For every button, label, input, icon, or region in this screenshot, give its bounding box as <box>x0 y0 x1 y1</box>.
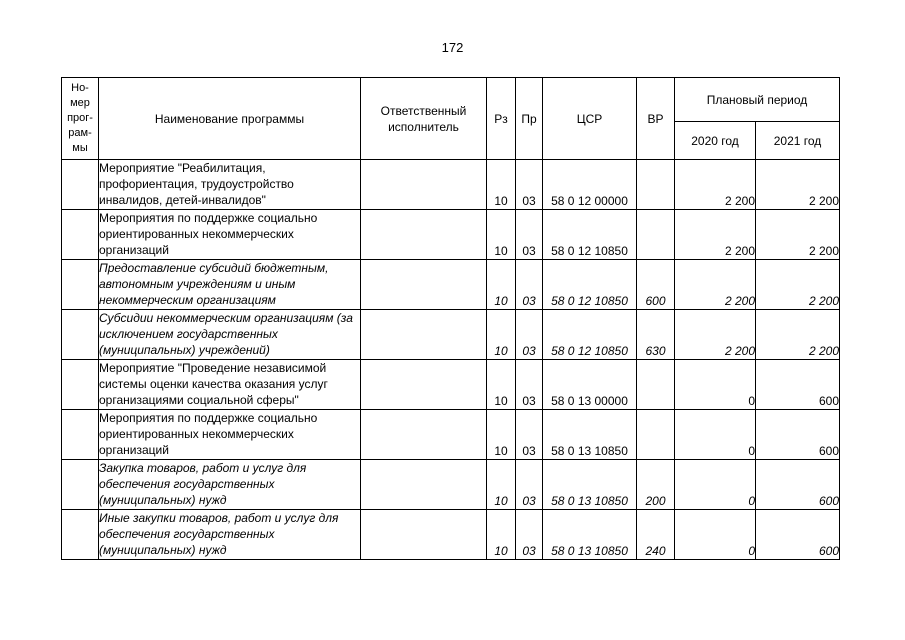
vr-cell: 630 <box>637 310 675 360</box>
program-number-label: Но- мер прог- рам- мы <box>67 82 93 154</box>
program-name-label: Наименование программы <box>154 111 305 126</box>
executor-cell <box>361 210 487 260</box>
csr-cell: 58 0 13 10850 <box>543 460 637 510</box>
csr-cell: 58 0 12 10850 <box>543 210 637 260</box>
vr-cell <box>637 360 675 410</box>
program-number-cell <box>62 510 99 560</box>
vr-cell: 200 <box>637 460 675 510</box>
col-header-2021 <box>756 122 840 160</box>
program-name-cell: Предоставление субсидий бюджетным, автономным учреждениям и иным некоммерческим организациям <box>99 260 361 310</box>
amount-2021-cell: 2 200 <box>756 210 840 260</box>
pr-cell: 03 <box>516 460 543 510</box>
amount-2021-cell: 600 <box>756 460 840 510</box>
rz-label: Рз <box>494 111 508 126</box>
program-number-cell <box>62 460 99 510</box>
col-header-rz <box>487 78 516 160</box>
col-header-csr <box>543 78 637 160</box>
csr-cell: 58 0 13 10850 <box>543 510 637 560</box>
rz-cell: 10 <box>487 210 516 260</box>
pr-cell: 03 <box>516 360 543 410</box>
program-name-cell: Субсидии некоммерческим организациям (за исключением государственных (муниципальных) учреждений) <box>99 310 361 360</box>
year-2020-label: 2020 год <box>691 133 739 148</box>
pr-label: Пр <box>521 111 537 126</box>
pr-cell: 03 <box>516 210 543 260</box>
program-name-cell: Мероприятие "Реабилитация, профориентация, трудоустройство инвалидов, детей-инвалидов" <box>99 160 361 210</box>
col-header-program-number <box>62 78 99 160</box>
table-row <box>62 460 840 510</box>
rz-cell: 10 <box>487 460 516 510</box>
amount-2020-cell: 2 200 <box>675 310 756 360</box>
amount-2020-cell: 2 200 <box>675 160 756 210</box>
table-row <box>62 160 840 210</box>
executor-cell <box>361 360 487 410</box>
amount-2021-cell: 2 200 <box>756 310 840 360</box>
program-name-cell: Иные закупки товаров, работ и услуг для обеспечения государственных (муниципальных) нужд <box>99 510 361 560</box>
executor-cell <box>361 260 487 310</box>
amount-2021-cell: 2 200 <box>756 260 840 310</box>
pr-cell: 03 <box>516 310 543 360</box>
amount-2020-cell: 0 <box>675 360 756 410</box>
planned-period-label: Плановый период <box>706 92 808 107</box>
pr-cell: 03 <box>516 410 543 460</box>
col-header-vr <box>637 78 675 160</box>
csr-cell: 58 0 12 00000 <box>543 160 637 210</box>
csr-label: ЦСР <box>576 111 603 126</box>
program-number-cell <box>62 160 99 210</box>
col-header-executor <box>361 78 487 160</box>
amount-2020-cell: 2 200 <box>675 210 756 260</box>
program-number-cell <box>62 210 99 260</box>
program-name-cell: Мероприятия по поддержке социально ориентированных некоммерческих организаций <box>99 410 361 460</box>
rz-cell: 10 <box>487 510 516 560</box>
pr-cell: 03 <box>516 510 543 560</box>
amount-2020-cell: 0 <box>675 410 756 460</box>
header-row <box>62 78 840 122</box>
pr-cell: 03 <box>516 260 543 310</box>
executor-cell <box>361 310 487 360</box>
table-row <box>62 410 840 460</box>
amount-2021-cell: 600 <box>756 510 840 560</box>
budget-table <box>61 77 840 560</box>
vr-cell: 600 <box>637 260 675 310</box>
vr-cell: 240 <box>637 510 675 560</box>
amount-2020-cell: 0 <box>675 460 756 510</box>
col-header-program-name <box>99 78 361 160</box>
amount-2021-cell: 600 <box>756 410 840 460</box>
rz-cell: 10 <box>487 360 516 410</box>
vr-cell <box>637 160 675 210</box>
table-row <box>62 310 840 360</box>
table-row <box>62 510 840 560</box>
amount-2021-cell: 2 200 <box>756 160 840 210</box>
page-number: 172 <box>441 40 464 55</box>
csr-cell: 58 0 12 10850 <box>543 260 637 310</box>
rz-cell: 10 <box>487 160 516 210</box>
col-header-2020 <box>675 122 756 160</box>
program-number-cell <box>62 360 99 410</box>
rz-cell: 10 <box>487 310 516 360</box>
executor-cell <box>361 160 487 210</box>
rz-cell: 10 <box>487 260 516 310</box>
csr-cell: 58 0 13 00000 <box>543 360 637 410</box>
program-name-cell: Мероприятия по поддержке социально ориентированных некоммерческих организаций <box>99 210 361 260</box>
executor-label: Ответственный исполнитель <box>380 103 467 134</box>
amount-2020-cell: 0 <box>675 510 756 560</box>
vr-cell <box>637 410 675 460</box>
table-row <box>62 260 840 310</box>
csr-cell: 58 0 12 10850 <box>543 310 637 360</box>
col-header-pr <box>516 78 543 160</box>
csr-cell: 58 0 13 10850 <box>543 410 637 460</box>
vr-label: ВР <box>647 111 664 126</box>
table-row <box>62 360 840 410</box>
executor-cell <box>361 510 487 560</box>
amount-2021-cell: 600 <box>756 360 840 410</box>
pr-cell: 03 <box>516 160 543 210</box>
program-number-cell <box>62 310 99 360</box>
executor-cell <box>361 460 487 510</box>
executor-cell <box>361 410 487 460</box>
table-row <box>62 210 840 260</box>
program-name-cell: Закупка товаров, работ и услуг для обеспечения государственных (муниципальных) нужд <box>99 460 361 510</box>
program-number-cell <box>62 410 99 460</box>
program-name-cell: Мероприятие "Проведение независимой системы оценки качества оказания услуг организациями социальной сферы" <box>99 360 361 410</box>
amount-2020-cell: 2 200 <box>675 260 756 310</box>
rz-cell: 10 <box>487 410 516 460</box>
col-header-planned-period <box>675 78 840 122</box>
program-number-cell <box>62 260 99 310</box>
year-2021-label: 2021 год <box>773 133 822 148</box>
vr-cell <box>637 210 675 260</box>
